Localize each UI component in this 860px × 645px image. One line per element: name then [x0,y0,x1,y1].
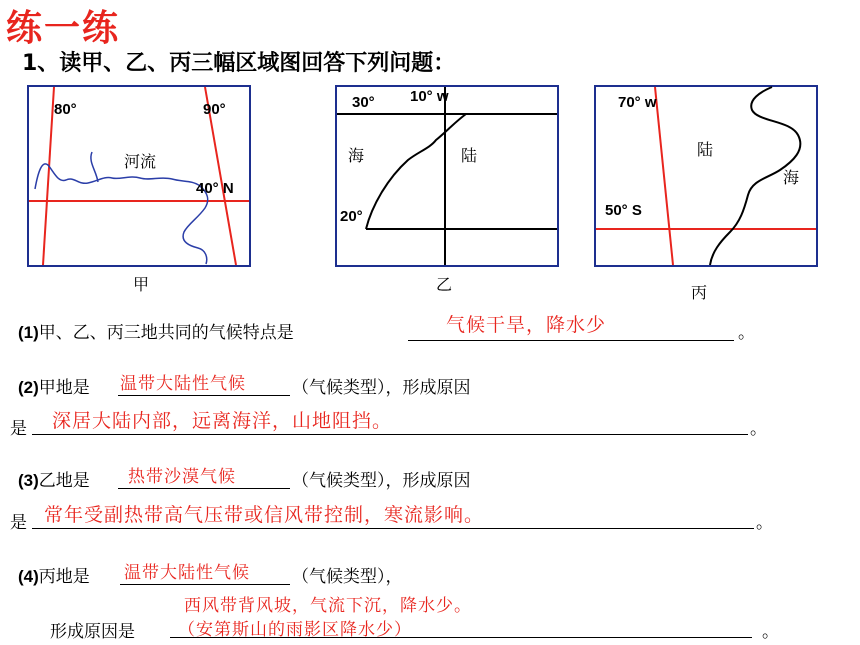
q2-line-a [18,373,90,398]
q2-underline-reason [32,434,748,435]
caption-bing: 丙 [691,283,708,302]
q1-text: 甲、乙、丙三地共同的气候特点是 [38,323,294,343]
caption-jia: 甲 [133,275,150,294]
q4-line-a [18,562,90,587]
question-heading: 1、读甲、乙、丙三幅区域图回答下列问题： [22,51,456,76]
q4-answer-type: 温带大陆性气候 [124,563,250,583]
q4-text-a: 丙地是 [38,567,90,587]
q3-line-a [18,466,90,491]
q4-answer-reason-2: （安第斯山的雨影区降水少） [178,620,412,640]
label-80: 80° [54,101,77,118]
q3-underline-reason [32,528,754,529]
q2-text-c: 是 [10,419,27,439]
q4-answer-reason-1: 西风带背风坡，气流下沉，降水少。 [184,596,472,616]
q4-underline-type [120,584,290,585]
q3-end: 。 [756,513,773,533]
label-river: 河流 [124,152,157,171]
label-land-bing: 陆 [697,140,714,159]
label-sea-yi: 海 [348,146,365,165]
q2-answer-type: 温带大陆性气候 [120,374,246,394]
q1-number: (1) [18,323,39,342]
q1-line [18,318,294,343]
label-70w: 70° w [618,94,657,111]
q1-answer: 气候干旱，降水少 [446,314,607,336]
q2-answer-reason: 深居大陆内部，远离海洋，山地阻挡。 [52,410,393,432]
q1-end: 。 [738,323,755,343]
q2-underline-type [118,395,290,396]
q3-underline-type [118,488,290,489]
q4-text-b: （气候类型）， [292,567,403,587]
q3-text-b: （气候类型），形成原因 [292,471,471,491]
q3-text-c: 是 [10,513,27,533]
q2-text-a: 甲地是 [38,378,90,398]
label-sea-bing: 海 [783,168,800,187]
q4-text-c: 形成原因是 [50,622,135,642]
slide-title: 练一练 [6,7,121,49]
q3-answer-type: 热带沙漠气候 [128,467,236,487]
label-land-yi: 陆 [461,146,478,165]
q3-answer-reason: 常年受副热带高气压带或信风带控制，寒流影响。 [44,504,485,526]
label-20: 20° [340,208,363,225]
q2-number: (2) [18,378,39,397]
q4-end: 。 [762,622,779,642]
q4-number: (4) [18,567,39,586]
label-30: 30° [352,94,375,111]
q1-underline [408,340,734,341]
q2-end: 。 [750,419,767,439]
q2-text-b: （气候类型），形成原因 [292,378,471,398]
label-90: 90° [203,101,226,118]
label-10w: 10° w [410,88,449,105]
q3-number: (3) [18,471,39,490]
meridian-70w [655,87,673,265]
caption-yi: 乙 [436,275,453,294]
q3-text-a: 乙地是 [38,471,90,491]
label-50s: 50° S [605,202,642,219]
label-40n: 40° N [196,180,234,197]
